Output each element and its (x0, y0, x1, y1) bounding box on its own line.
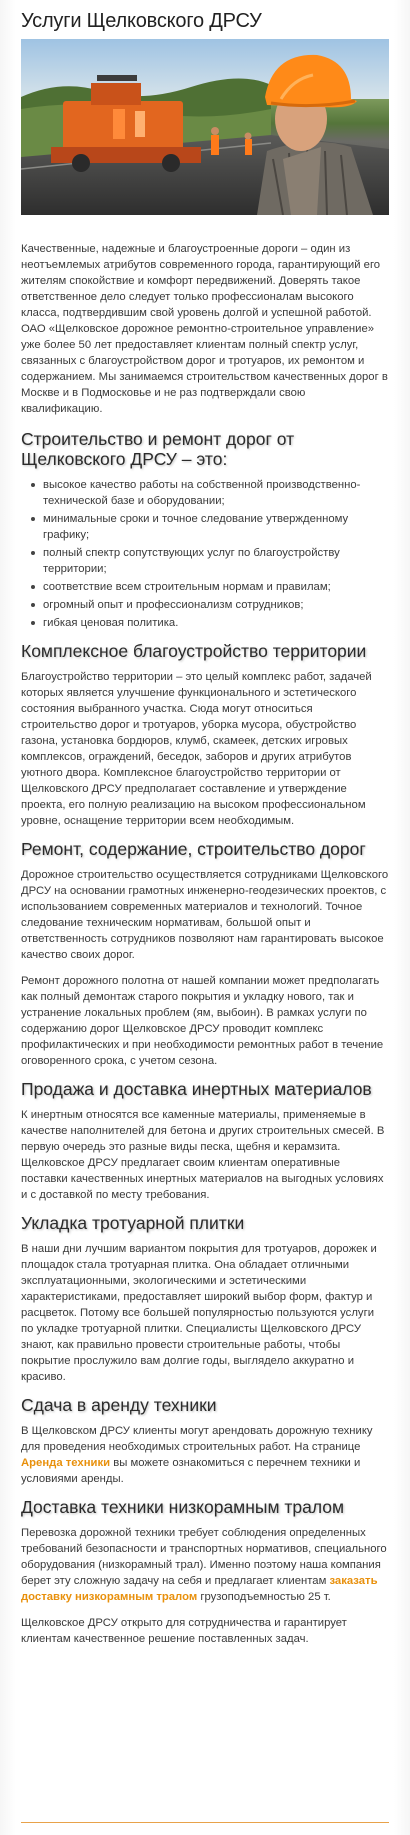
hero-photo (21, 39, 389, 215)
tiles-paragraph: В наши дни лучшим вариантом покрытия для тротуаров, дорожек и площадок стала тротуарная плитка. Она обладает отличными эксплуатационными, экологическими и эстетическими характеристиками, предоставляет широкий выбор форм, фактур и расцветок. Потому все большей популярностью пользуются услуги по укладке тротуарной плитки. Специалисты Щелковского ДРСУ знают, как правильно провести строительные работы, чтобы покрытие прослужило вам долгие годы, выглядело аккуратно и красиво. (21, 1243, 377, 1383)
list-item: минимальные сроки и точное следование утвержденному графику; (43, 511, 389, 543)
left-shadow-strip (0, 0, 16, 1835)
advantages-heading: Строительство и ремонт дорог от Щелковского ДРСУ – это: (21, 429, 295, 469)
rental-text-after: вы можете ознакомиться с перечнем техники и условиями аренды. (21, 1457, 361, 1485)
trawl-paragraph (21, 1525, 389, 1605)
bottom-divider (21, 1822, 389, 1823)
materials-paragraph: К инертным относятся все каменные материалы, применяемые в качестве наполнителей для бетона и других строительных смесей. В первую очередь это разные виды песка, щебня и керамзита. Щелковское ДРСУ предлагает своим клиентам оперативные поставки качественных инертных материалов на выгодных условиях и с доставкой по месту требования. (21, 1109, 385, 1201)
road-works-illustration (21, 39, 389, 215)
list-item: соответствие всем строительным нормам и правилам; (43, 579, 389, 595)
trawl-heading: Доставка техники низкорамным тралом (21, 1497, 344, 1517)
order-trawl-delivery-link[interactable]: заказать доставку низкорамным тралом (21, 1575, 378, 1603)
trawl-text-after: грузоподъемностью 25 т. (197, 1591, 331, 1603)
rental-heading: Сдача в аренду техники (21, 1395, 217, 1415)
roads-paragraph-2: Ремонт дорожного полотна от нашей компании может предполагать как полный демонтаж старого покрытия и укладку нового, так и устранение локальных проблем (ям, выбоин). В рамках услуги по содержанию дорог Щелковское ДРСУ проводит комплекс профилактических и при необходимости ремонтных работ в течение оговоренного срока, с учетом сезона. (21, 975, 384, 1067)
list-item: гибкая ценовая политика. (43, 615, 389, 631)
landscaping-paragraph: Благоустройство территории – это целый комплекс работ, задачей которых является улучшение функционального и эстетического состояния выбранного участка. Сюда могут относиться строительство дорог и тротуаров, уборка мусора, обустройство газона, установка бордюров, клумб, скамеек, детских игровых комплексов, ограждений, беседок, заборов и других атрибутов уютного двора. Комплексное благоустройство территории от Щелковского ДРСУ предполагает составление и утверждение проекта, его полную реализацию на высоком профессиональном уровне, оснащение территории всем необходимым. (21, 671, 372, 827)
trawl-text-before: Перевозка дорожной техники требует соблюдения определенных требований безопасности и транспортных нормативов, специального оборудования (низкорамный трал). Именно поэтому наша компания берет эту сложную задачу на себя и предлагает клиентам (21, 1527, 387, 1587)
roads-paragraph-1: Дорожное строительство осуществляется сотрудниками Щелковского ДРСУ на основании грамотных инженерно-геодезических проектов, с использованием современных материалов и технологий. Точное следование техническим нормативам, большой опыт и ответственность сотрудников позволяют нам гарантировать высокое качество своих дорог. (21, 869, 389, 961)
tiles-heading: Укладка тротуарной плитки (21, 1213, 245, 1233)
materials-heading: Продажа и доставка инертных материалов (21, 1079, 372, 1099)
list-item: огромный опыт и профессионализм сотрудников; (43, 597, 389, 613)
rental-text-before: В Щелковском ДРСУ клиенты могут арендовать дорожную технику для проведения необходимых строительных работ. На странице (21, 1425, 373, 1453)
advantages-list (21, 477, 389, 631)
list-item: полный спектр сопутствующих услуг по благоустройству территории; (43, 545, 389, 577)
page-title: Услуги Щелковского ДРСУ (21, 10, 262, 32)
closing-paragraph: Щелковское ДРСУ открыто для сотрудничества и гарантирует клиентам качественное решение поставленных задач. (21, 1617, 347, 1645)
list-item: высокое качество работы на собственной производственно-технической базе и оборудовании; (43, 477, 389, 509)
roads-heading: Ремонт, содержание, строительство дорог (21, 839, 366, 859)
right-shadow-strip (394, 0, 410, 1835)
landscaping-heading: Комплексное благоустройство территории (21, 641, 367, 661)
main-content (21, 0, 389, 1647)
rental-paragraph (21, 1423, 389, 1487)
equipment-rental-link[interactable]: Аренда техники (21, 1457, 111, 1469)
intro-paragraph: Качественные, надежные и благоустроенные дороги – один из неотъемлемых атрибутов современного города, гарантирующий его жителям спокойствие и комфорт передвижений. Доверять такое ответственное дело следует только профессионалам высокого класса, подтвердившим свой уровень долгой и успешной работой. ОАО «Щелковское дорожное ремонтно-строительное управление» уже более 50 лет предоставляет клиентам полный спектр услуг, связанных с благоустройством дорог и тротуаров, их ремонтом и содержанием. Мы занимаемся строительством качественных дорог в Москве и в Подмосковье и не раз подтверждали свою квалификацию. (21, 243, 388, 415)
